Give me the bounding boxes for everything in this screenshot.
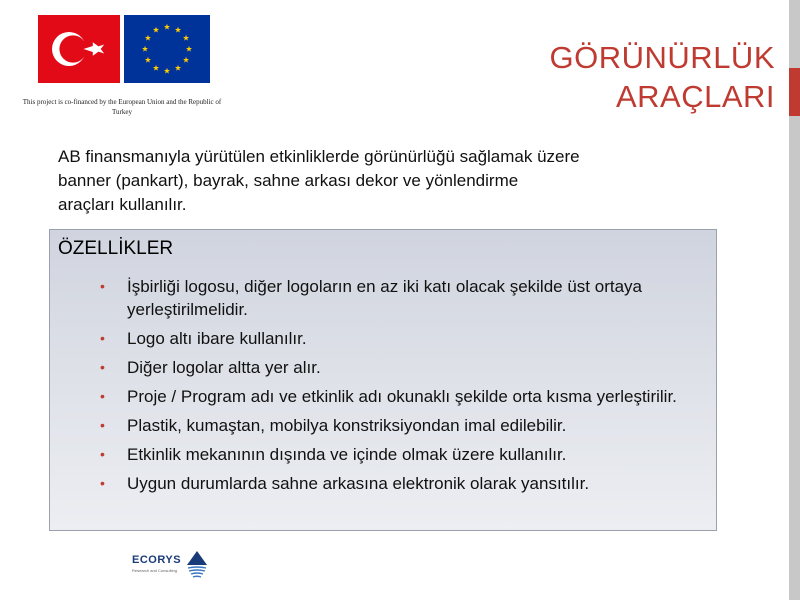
bullet-icon: • xyxy=(100,417,105,433)
eu-flag-icon xyxy=(124,15,210,83)
ecorys-logo xyxy=(132,550,212,582)
bullet-icon: • xyxy=(100,475,105,491)
bullet-icon: • xyxy=(100,278,105,294)
list-item xyxy=(50,414,718,437)
bullet-icon: • xyxy=(100,359,105,375)
intro-paragraph xyxy=(58,145,698,217)
list-item-text: Logo altı ibare kullanılır. xyxy=(127,329,307,348)
bullet-icon: • xyxy=(100,388,105,404)
turkey-flag-icon xyxy=(38,15,120,83)
eu-cofinance-note: This project is co-financed by the European Union and the Republic of Turkey xyxy=(22,98,222,116)
list-item xyxy=(50,275,718,321)
intro-line: AB finansmanıyla yürütülen etkinliklerde görünürlüğü sağlamak üzere xyxy=(58,147,580,166)
ecorys-triangle-icon xyxy=(186,550,208,580)
ecorys-wordmark: ECORYS xyxy=(132,554,182,566)
ecorys-subtext: Research and Consulting xyxy=(132,568,177,573)
title-line-1: GÖRÜNÜRLÜK xyxy=(549,40,775,75)
page-title xyxy=(455,38,775,116)
list-item xyxy=(50,472,718,495)
bullet-icon: • xyxy=(100,330,105,346)
list-item-text: Etkinlik mekanının dışında ve içinde olmak üzere kullanılır. xyxy=(127,445,567,464)
intro-line: araçları kullanılır. xyxy=(58,195,187,214)
intro-line: banner (pankart), bayrak, sahne arkası dekor ve yönlendirme xyxy=(58,171,519,190)
bullet-icon: • xyxy=(100,446,105,462)
list-item xyxy=(50,385,718,408)
list-item xyxy=(50,327,718,350)
list-item-text: Diğer logolar altta yer alır. xyxy=(127,358,321,377)
features-heading: ÖZELLİKLER xyxy=(58,238,174,259)
list-item xyxy=(50,443,718,466)
list-item-text: Uygun durumlarda sahne arkasına elektronik olarak yansıtılır. xyxy=(127,474,590,493)
right-edge-accent xyxy=(789,68,800,116)
title-line-2: ARAÇLARI xyxy=(615,79,775,114)
list-item-text: Proje / Program adı ve etkinlik adı okunaklı şekilde orta kısma yerleştirilir. xyxy=(127,387,677,406)
features-list xyxy=(50,275,718,501)
list-item-text: Plastik, kumaştan, mobilya konstriksiyondan imal edilebilir. xyxy=(127,416,567,435)
features-panel xyxy=(49,229,717,531)
list-item xyxy=(50,356,718,379)
list-item-text: İşbirliği logosu, diğer logoların en az iki katı olacak şekilde üst ortaya yerleştirilmelidir. xyxy=(127,277,642,319)
